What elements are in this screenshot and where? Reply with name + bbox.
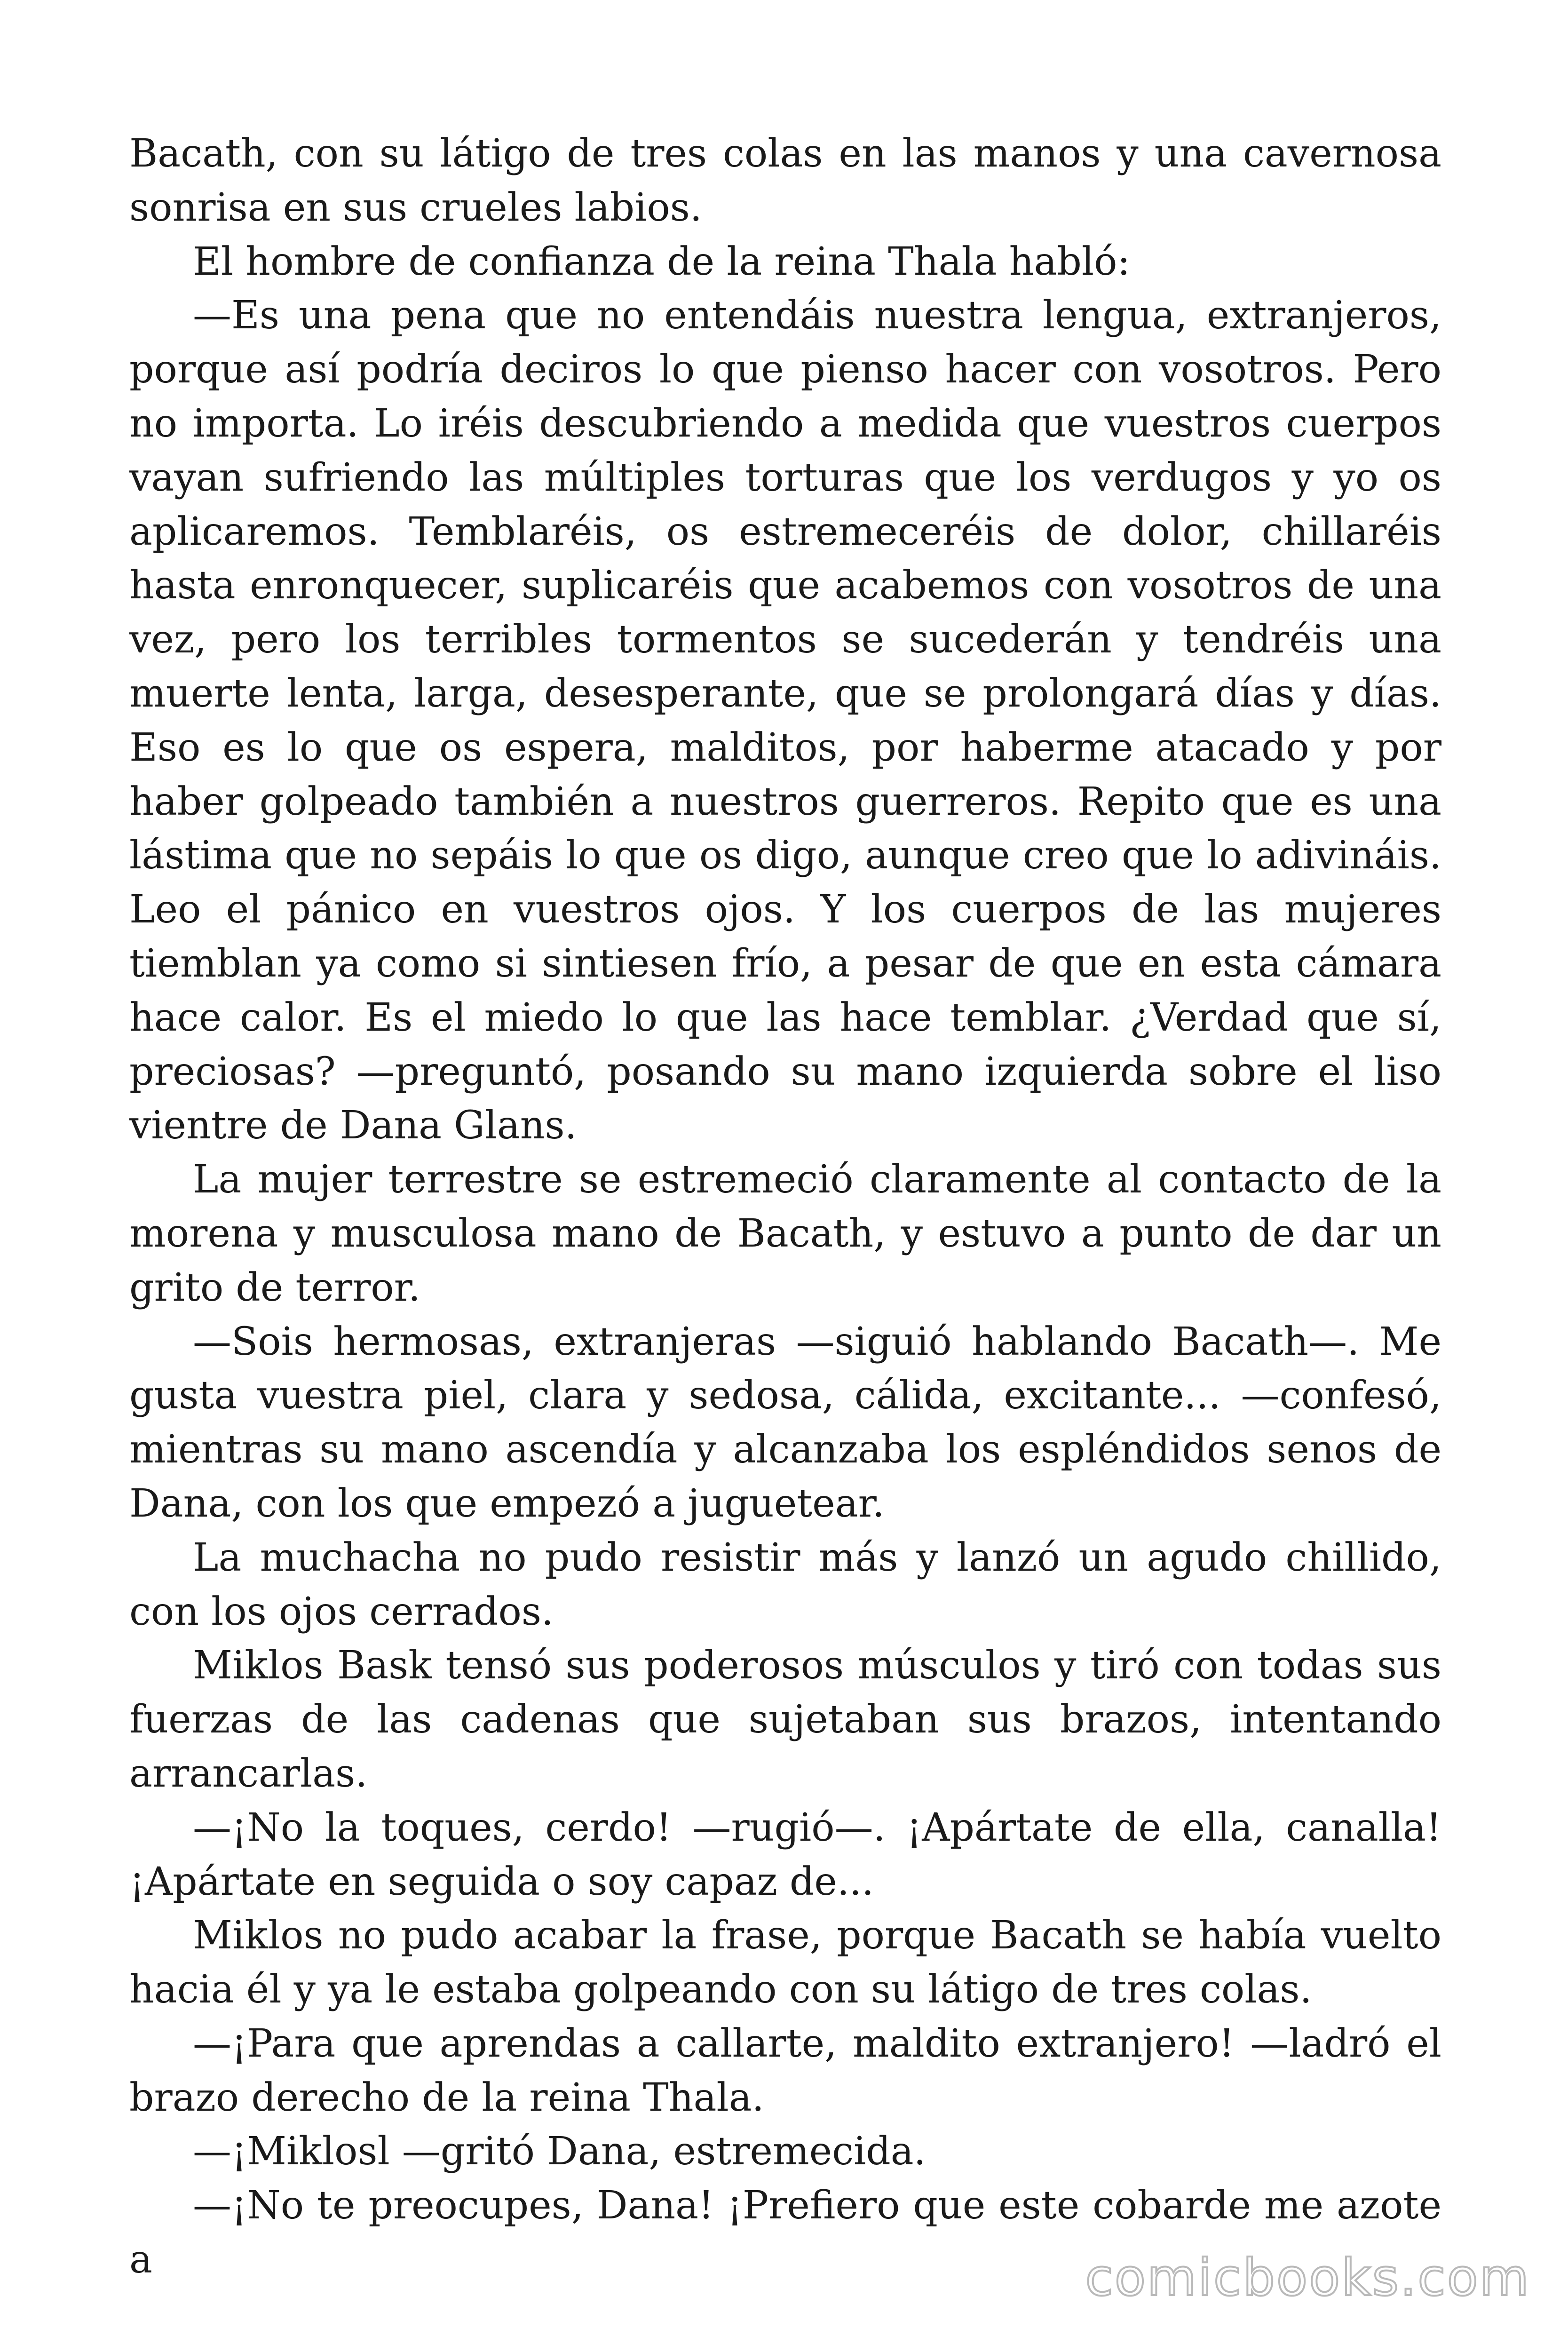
paragraph: —Sois hermosas, extranjeras —siguió hablando Bacath—. Me gusta vuestra piel, clara y sedosa, cálida, excitante... —confesó, mientras su mano ascendía y alcanzaba los espléndidos senos de Dana, con los que empezó a juguetear. (129, 1319, 1441, 1526)
paragraph: —¡No te preocupes, Dana! ¡Prefiero que este cobarde me azote a (129, 2183, 1441, 2282)
paragraph: La mujer terrestre se estremeció claramente al contacto de la morena y musculosa mano de Bacath, y estuvo a punto de dar un grito de terror. (129, 1157, 1441, 1310)
paragraph: —¡No la toques, cerdo! —rugió—. ¡Apártate de ella, canalla! ¡Apártate en seguida o soy capaz de... (129, 1805, 1441, 1904)
site-watermark: comicbooks.com (1085, 2249, 1530, 2307)
paragraph: Miklos no pudo acabar la frase, porque Bacath se había vuelto hacia él y ya le estaba golpeando con su látigo de tres colas. (129, 1913, 1441, 2012)
paragraph: Miklos Bask tensó sus poderosos músculos y tiró con todas sus fuerzas de las cadenas que sujetaban sus brazos, intentando arrancarlas. (129, 1643, 1441, 1796)
page-body (129, 127, 1441, 2287)
paragraph: Bacath, con su látigo de tres colas en las manos y una cavernosa sonrisa en sus crueles labios. (129, 131, 1441, 230)
paragraph: El hombre de confianza de la reina Thala habló: (193, 239, 1131, 284)
paragraph: —¡Para que aprendas a callarte, maldito extranjero! —ladró el brazo derecho de la reina Thala. (129, 2021, 1441, 2120)
paragraph: La muchacha no pudo resistir más y lanzó un agudo chillido, con los ojos cerrados. (129, 1535, 1441, 1634)
paragraph: —Es una pena que no entendáis nuestra lengua, extranjeros, porque así podría deciros lo que pienso hacer con vosotros. Pero no importa. Lo iréis descubriendo a medida que vuestros cuerpos vayan sufriendo las múltiples torturas que los verdugos y yo os aplicaremos. Temblaréis, os estremeceréis de dolor, chillaréis hasta enronquecer, suplicaréis que acabemos con vosotros de una vez, pero los terribles tormentos se sucederán y tendréis una muerte lenta, larga, desesperante, que se prolongará días y días. Eso es lo que os espera, malditos, por haberme atacado y por haber golpeado también a nuestros guerreros. Repito que es una lástima que no sepáis lo que os digo, aunque creo que lo adivináis. Leo el pánico en vuestros ojos. Y los cuerpos de las mujeres tiemblan ya como si sintiesen frío, a pesar de que en esta cámara hace calor. Es el miedo lo que las hace temblar. ¿Verdad que sí, preciosas? —preguntó, posando su mano izquierda sobre el liso vientre de Dana Glans. (129, 293, 1441, 1148)
paragraph: —¡Miklosl —gritó Dana, estremecida. (193, 2129, 926, 2174)
